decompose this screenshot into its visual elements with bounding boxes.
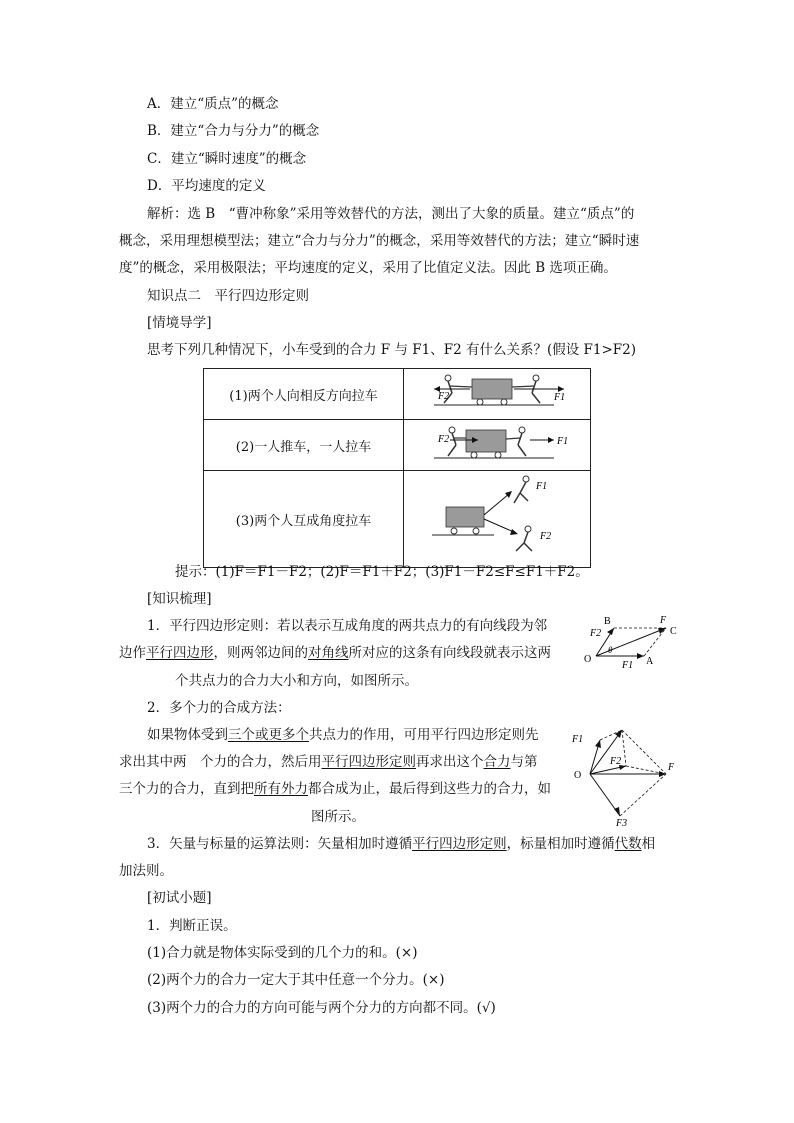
blank-all-external-forces: 所有外力 <box>254 781 308 797</box>
point-c: C <box>670 626 677 637</box>
rule-3-line-2: 加法则。 <box>119 863 173 879</box>
quiz-q1: 1．判断正误。 <box>147 918 237 934</box>
label-f1: F1 <box>557 436 569 447</box>
blank-resultant: 合力 <box>483 754 511 770</box>
situation-figure-2 <box>404 420 591 471</box>
situation-table <box>203 368 591 568</box>
opposite-pull-figure <box>404 369 590 415</box>
label-f2: F2 <box>540 531 552 542</box>
label-f1: F1 <box>622 660 634 671</box>
analysis-line-3: 度”的概念，采用极限法；平均速度的定义，采用了比值定义法。因此 B 选项正确。 <box>119 260 617 276</box>
analysis-line-1: 解析：选 B “曹冲称象”采用等效替代的方法，测出了大象的质量。建立“质点”的 <box>147 206 635 222</box>
section-title: 知识点二 平行四边形定则 <box>147 288 309 304</box>
option-c: C．建立“瞬时速度”的概念 <box>147 151 307 167</box>
rule-2-line-1: 如果物体受到三个或更多个共点力的作用，可用平行四边形定则先 <box>147 727 539 743</box>
rule-3-line-1: 3．矢量与标量的运算法则：矢量相加时遵循平行四边形定则，标量相加时遵循代数相 <box>147 836 656 852</box>
situation-label-3: (3)两个人互成角度拉车 <box>204 471 404 568</box>
label-f: F <box>660 615 667 626</box>
label-f2: F2 <box>438 434 450 445</box>
option-a: A．建立“质点”的概念 <box>147 96 279 112</box>
guide-question: 思考下列几种情况下，小车受到的合力 F 与 F1、F2 有什么关系？(假设 F1>F2) <box>147 342 636 358</box>
option-d: D．平均速度的定义 <box>147 178 266 194</box>
rule-1-line-1: 1．平行四边形定则：若以表示互成角度的两共点力的有向线段为邻 <box>147 618 548 634</box>
blank-parallelogram: 平行四边形 <box>146 645 214 661</box>
rule-1-line-3: 个共点力的合力大小和方向，如图所示。 <box>175 673 418 689</box>
point-b: B <box>604 616 611 627</box>
point-o: O <box>574 770 582 781</box>
label-f2: F2 <box>438 391 450 402</box>
label-f2: F2 <box>590 628 602 639</box>
label-f2: F2 <box>610 756 622 767</box>
parallelogram-diagram <box>580 612 690 674</box>
blank-algebraic: 代数 <box>614 836 642 852</box>
angle-theta: θ <box>608 645 613 655</box>
situation-label-2: (2)一人推车，一人拉车 <box>204 420 404 471</box>
push-pull-figure <box>404 420 590 466</box>
rule-2-line-2: 求出其中两 个力的合力，然后用平行四边形定则再求出这个合力与第 <box>119 754 538 770</box>
multi-force-diagram <box>570 722 682 826</box>
quiz-heading: [初试小题] <box>147 890 212 906</box>
guide-heading: [情境导学] <box>147 315 212 331</box>
blank-parallelogram-rule: 平行四边形定则 <box>321 754 416 770</box>
quiz-item-3: (3)两个力的合力的方向可能与两个分力的方向都不同。(√) <box>147 1000 496 1016</box>
blank-parallelogram-vector: 平行四边形定则 <box>412 836 507 852</box>
situation-figure-1 <box>404 369 591 420</box>
label-f: F <box>668 762 675 773</box>
quiz-item-1: (1)合力就是物体实际受到的几个力的和。(×) <box>147 945 418 961</box>
label-f1: F1 <box>572 734 584 745</box>
situation-label-1: (1)两个人向相反方向拉车 <box>204 369 404 420</box>
blank-three-or-more: 三个或更多个 <box>228 727 309 743</box>
quiz-item-2: (2)两个力的合力一定大于其中任意一个分力。(×) <box>147 972 445 988</box>
rule-1-line-2: 边作平行四边形，则两邻边间的对角线所对应的这条有向线段就表示这两 <box>119 645 551 661</box>
rule-2-line-4: 图所示。 <box>311 809 365 825</box>
rule-2-line-3: 三个力的合力，直到把所有外力都合成为止，最后得到这些力的合力，如 <box>119 781 551 797</box>
angle-pull-figure <box>404 471 590 563</box>
guide-hint: 提示：(1)F＝F1－F2；(2)F＝F1＋F2；(3)F1－F2≤F≤F1＋F2。 <box>175 564 589 580</box>
label-f3: F3 <box>616 818 628 826</box>
situation-figure-3 <box>404 471 591 568</box>
blank-diagonal: 对角线 <box>308 645 349 661</box>
knowledge-heading: [知识梳理] <box>147 591 212 607</box>
rule-2-title: 2．多个力的合成方法： <box>147 700 291 716</box>
analysis-line-2: 概念，采用理想模型法；建立“合力与分力”的概念，采用等效替代的方法；建立“瞬时速 <box>119 233 640 249</box>
point-o: O <box>584 654 592 665</box>
label-f1: F1 <box>536 481 548 492</box>
option-b: B．建立“合力与分力”的概念 <box>147 123 320 139</box>
label-f1: F1 <box>554 392 566 403</box>
point-a: A <box>646 656 654 667</box>
